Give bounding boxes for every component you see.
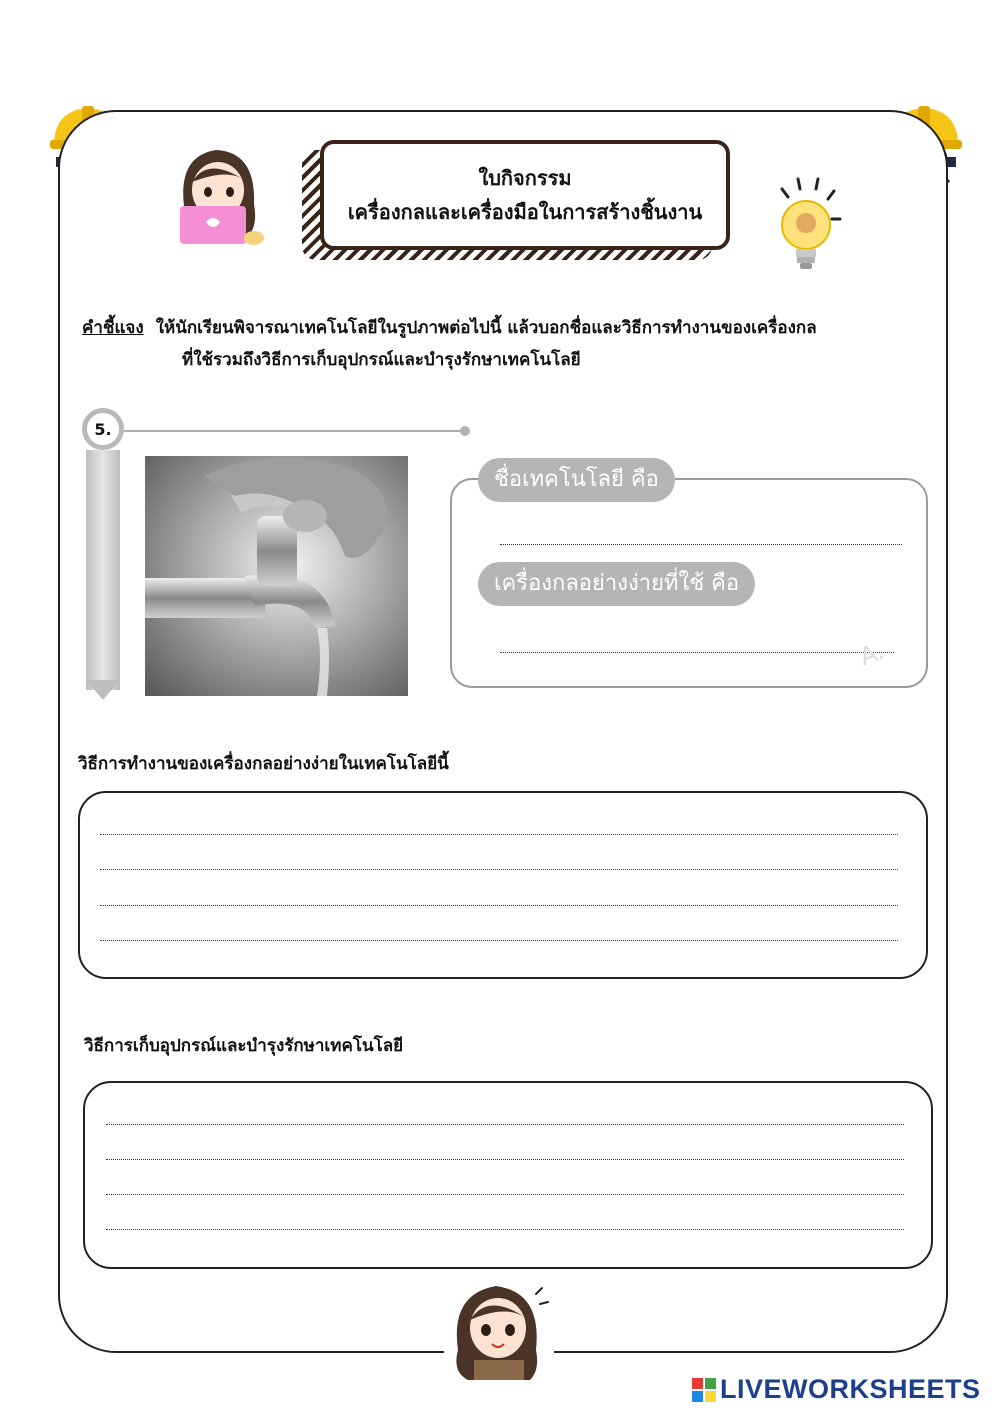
maintenance-line-4[interactable]: [106, 1229, 904, 1230]
girl-thinking-illustration: [444, 1280, 554, 1380]
simple-machine-answer-line[interactable]: [500, 652, 894, 653]
instructions-line2: ที่ใช้รวมถึงวิธีการเก็บอุปกรณ์และบำรุงรักษาเทคโนโลยี: [182, 350, 581, 370]
liveworksheets-logo: [692, 1374, 981, 1405]
how-it-works-answer-box: [78, 791, 928, 979]
how-it-works-line-2[interactable]: [100, 869, 898, 870]
title-box: [320, 140, 730, 250]
question-side-arrow-icon: [86, 680, 120, 700]
how-it-works-line-1[interactable]: [100, 834, 898, 835]
logo-squares-icon: [692, 1378, 716, 1402]
maintenance-label: วิธีการเก็บอุปกรณ์และบำรุงรักษาเทคโนโลยี: [84, 1036, 404, 1056]
girl-laptop-illustration: [168, 146, 268, 246]
instructions: [82, 312, 942, 376]
technology-name-answer-line[interactable]: [500, 544, 902, 545]
worksheet-title: ใบกิจกรรม: [478, 166, 572, 190]
maintenance-line-2[interactable]: [106, 1159, 904, 1160]
question-number: 5.: [82, 408, 124, 450]
question-number-rule: [124, 430, 464, 432]
how-it-works-line-4[interactable]: [100, 940, 898, 941]
maintenance-line-1[interactable]: [106, 1124, 904, 1125]
maintenance-answer-box: [83, 1081, 933, 1269]
watermark: A.: [855, 636, 888, 672]
maintenance-line-3[interactable]: [106, 1194, 904, 1195]
how-it-works-label: วิธีการทำงานของเครื่องกลอย่างง่ายในเทคโนโลยีนี้: [78, 754, 449, 774]
question-number-dot: [460, 426, 470, 436]
light-bulb-icon: [770, 175, 850, 280]
simple-machine-label: เครื่องกลอย่างง่ายที่ใช้ คือ: [478, 562, 755, 606]
logo-text: LIVEWORKSHEETS: [720, 1374, 981, 1404]
instructions-label: คำชี้แจง: [82, 318, 144, 338]
worksheet-subtitle: เครื่องกลและเครื่องมือในการสร้างชิ้นงาน: [347, 200, 703, 224]
faucet-photo: [145, 456, 408, 696]
question-side-bar: [86, 450, 120, 690]
how-it-works-line-3[interactable]: [100, 905, 898, 906]
technology-name-label: ชื่อเทคโนโลยี คือ: [478, 458, 675, 502]
instructions-line1: ให้นักเรียนพิจารณาเทคโนโลยีในรูปภาพต่อไปนี้ แล้วบอกชื่อและวิธีการทำงานของเครื่องกล: [155, 318, 817, 338]
